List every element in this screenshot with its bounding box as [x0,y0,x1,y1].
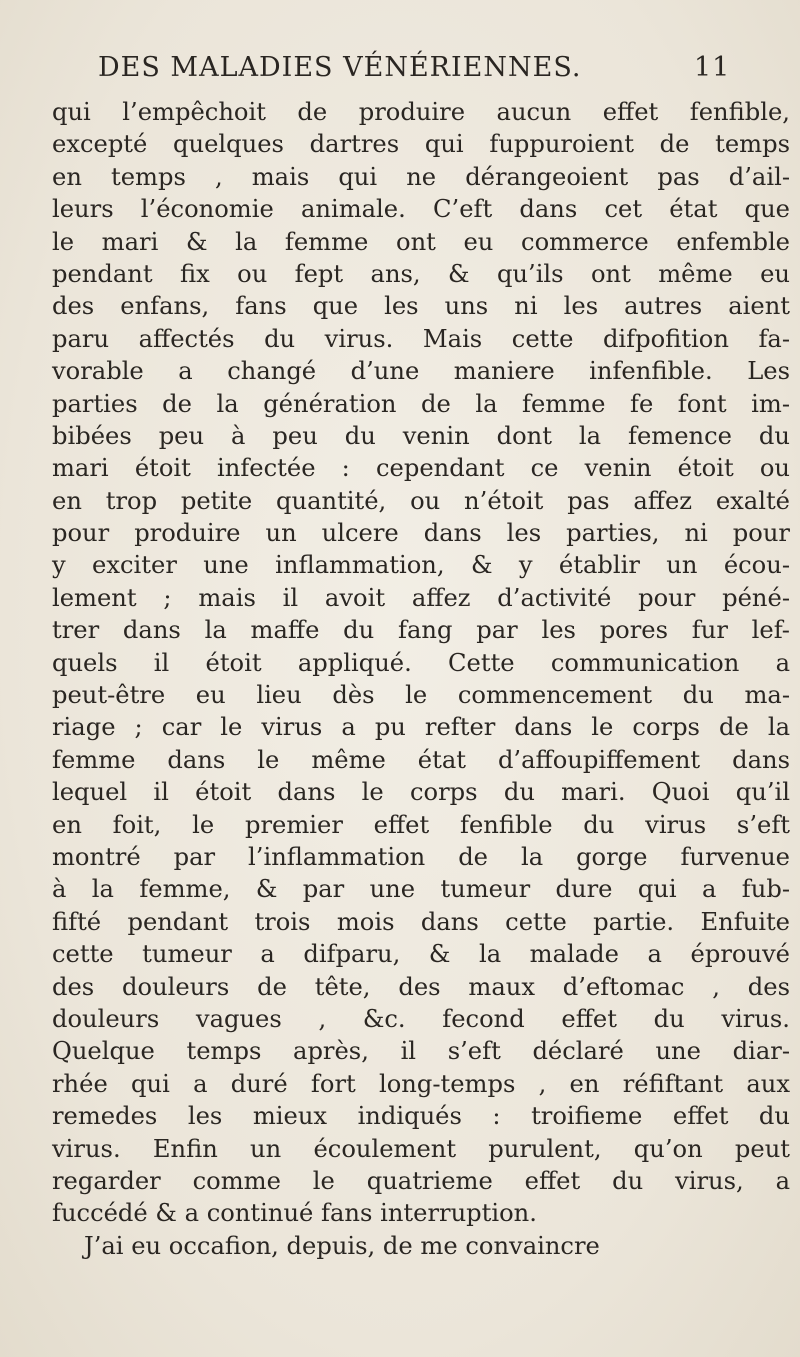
text-line: remedes les mieux indiqués : troifieme effet du [52,1102,790,1131]
text-line: y exciter une inflammation, & y établir un écou- [52,551,790,580]
text-line: pour produire un ulcere dans les parties, ni pour [52,519,790,548]
running-head-title: DES MALADIES VÉNÉRIENNES. [98,52,582,83]
text-line: vorable a changé d’une maniere infenfible. Les [52,357,790,386]
text-line: Quelque temps après, il s’eft déclaré une diar- [52,1037,790,1066]
text-line: en trop petite quantité, ou n’étoit pas affez exalté [52,486,790,515]
text-line: excepté quelques dartres qui fuppuroient de temps [52,130,790,159]
text-line: riage ; car le virus a pu refter dans le corps de la [52,713,790,742]
text-line: en temps , mais qui ne dérangeoient pas d’ail- [52,162,790,191]
text-line: à la femme, & par une tumeur dure qui a fub- [52,875,790,904]
text-line: cette tumeur a difparu, & la malade a éprouvé [52,940,790,969]
text-line: regarder comme le quatrieme effet du virus, a [52,1166,790,1195]
text-line: femme dans le même état d’affoupiffement dans [52,745,790,774]
text-line: lequel il étoit dans le corps du mari. Quoi qu’il [52,778,790,807]
page-number: 11 [694,52,731,83]
text-line: mari étoit infectée : cependant ce venin étoit ou [52,454,790,483]
text-line: trer dans la maffe du fang par les pores fur lef- [52,616,790,645]
text-line: douleurs vagues , &c. fecond effet du virus. [52,1004,790,1033]
text-line: le mari & la femme ont eu commerce enfemble [52,227,790,256]
text-line: peut-être eu lieu dès le commencement du ma- [52,681,790,710]
text-line: leurs l’économie animale. C’eft dans cet état que [52,195,790,224]
text-line: bibées peu à peu du venin dont la femence du [52,421,790,450]
text-line: quels il étoit appliqué. Cette communication a [52,648,790,677]
text-line: fuccédé & a continué fans interruption. [52,1199,537,1228]
body-text [52,96,790,1262]
text-line: fifté pendant trois mois dans cette partie. Enfuite [52,907,790,936]
text-line: lement ; mais il avoit affez d’activité pour péné- [52,583,790,612]
running-head [98,52,798,96]
text-line: parties de la génération de la femme fe font im- [52,389,790,418]
text-line: rhée qui a duré fort long-temps , en réfiftant aux [52,1069,790,1098]
text-line: en foit, le premier effet fenfible du virus s’eft [52,810,790,839]
text-line: pendant fix ou fept ans, & qu’ils ont même eu [52,259,790,288]
text-line: qui l’empêchoit de produire aucun effet fenfible, [52,98,790,126]
text-line: des douleurs de tête, des maux d’eftomac , des [52,972,790,1001]
text-line: J’ai eu occafion, depuis, de me convaincre [84,1231,600,1260]
text-line: des enfans, fans que les uns ni les autres aient [52,292,790,321]
text-line: montré par l’inflammation de la gorge furvenue [52,842,790,871]
text-line: paru affectés du virus. Mais cette difpofition fa- [52,324,790,353]
text-line: virus. Enfin un écoulement purulent, qu’on peut [52,1134,790,1163]
